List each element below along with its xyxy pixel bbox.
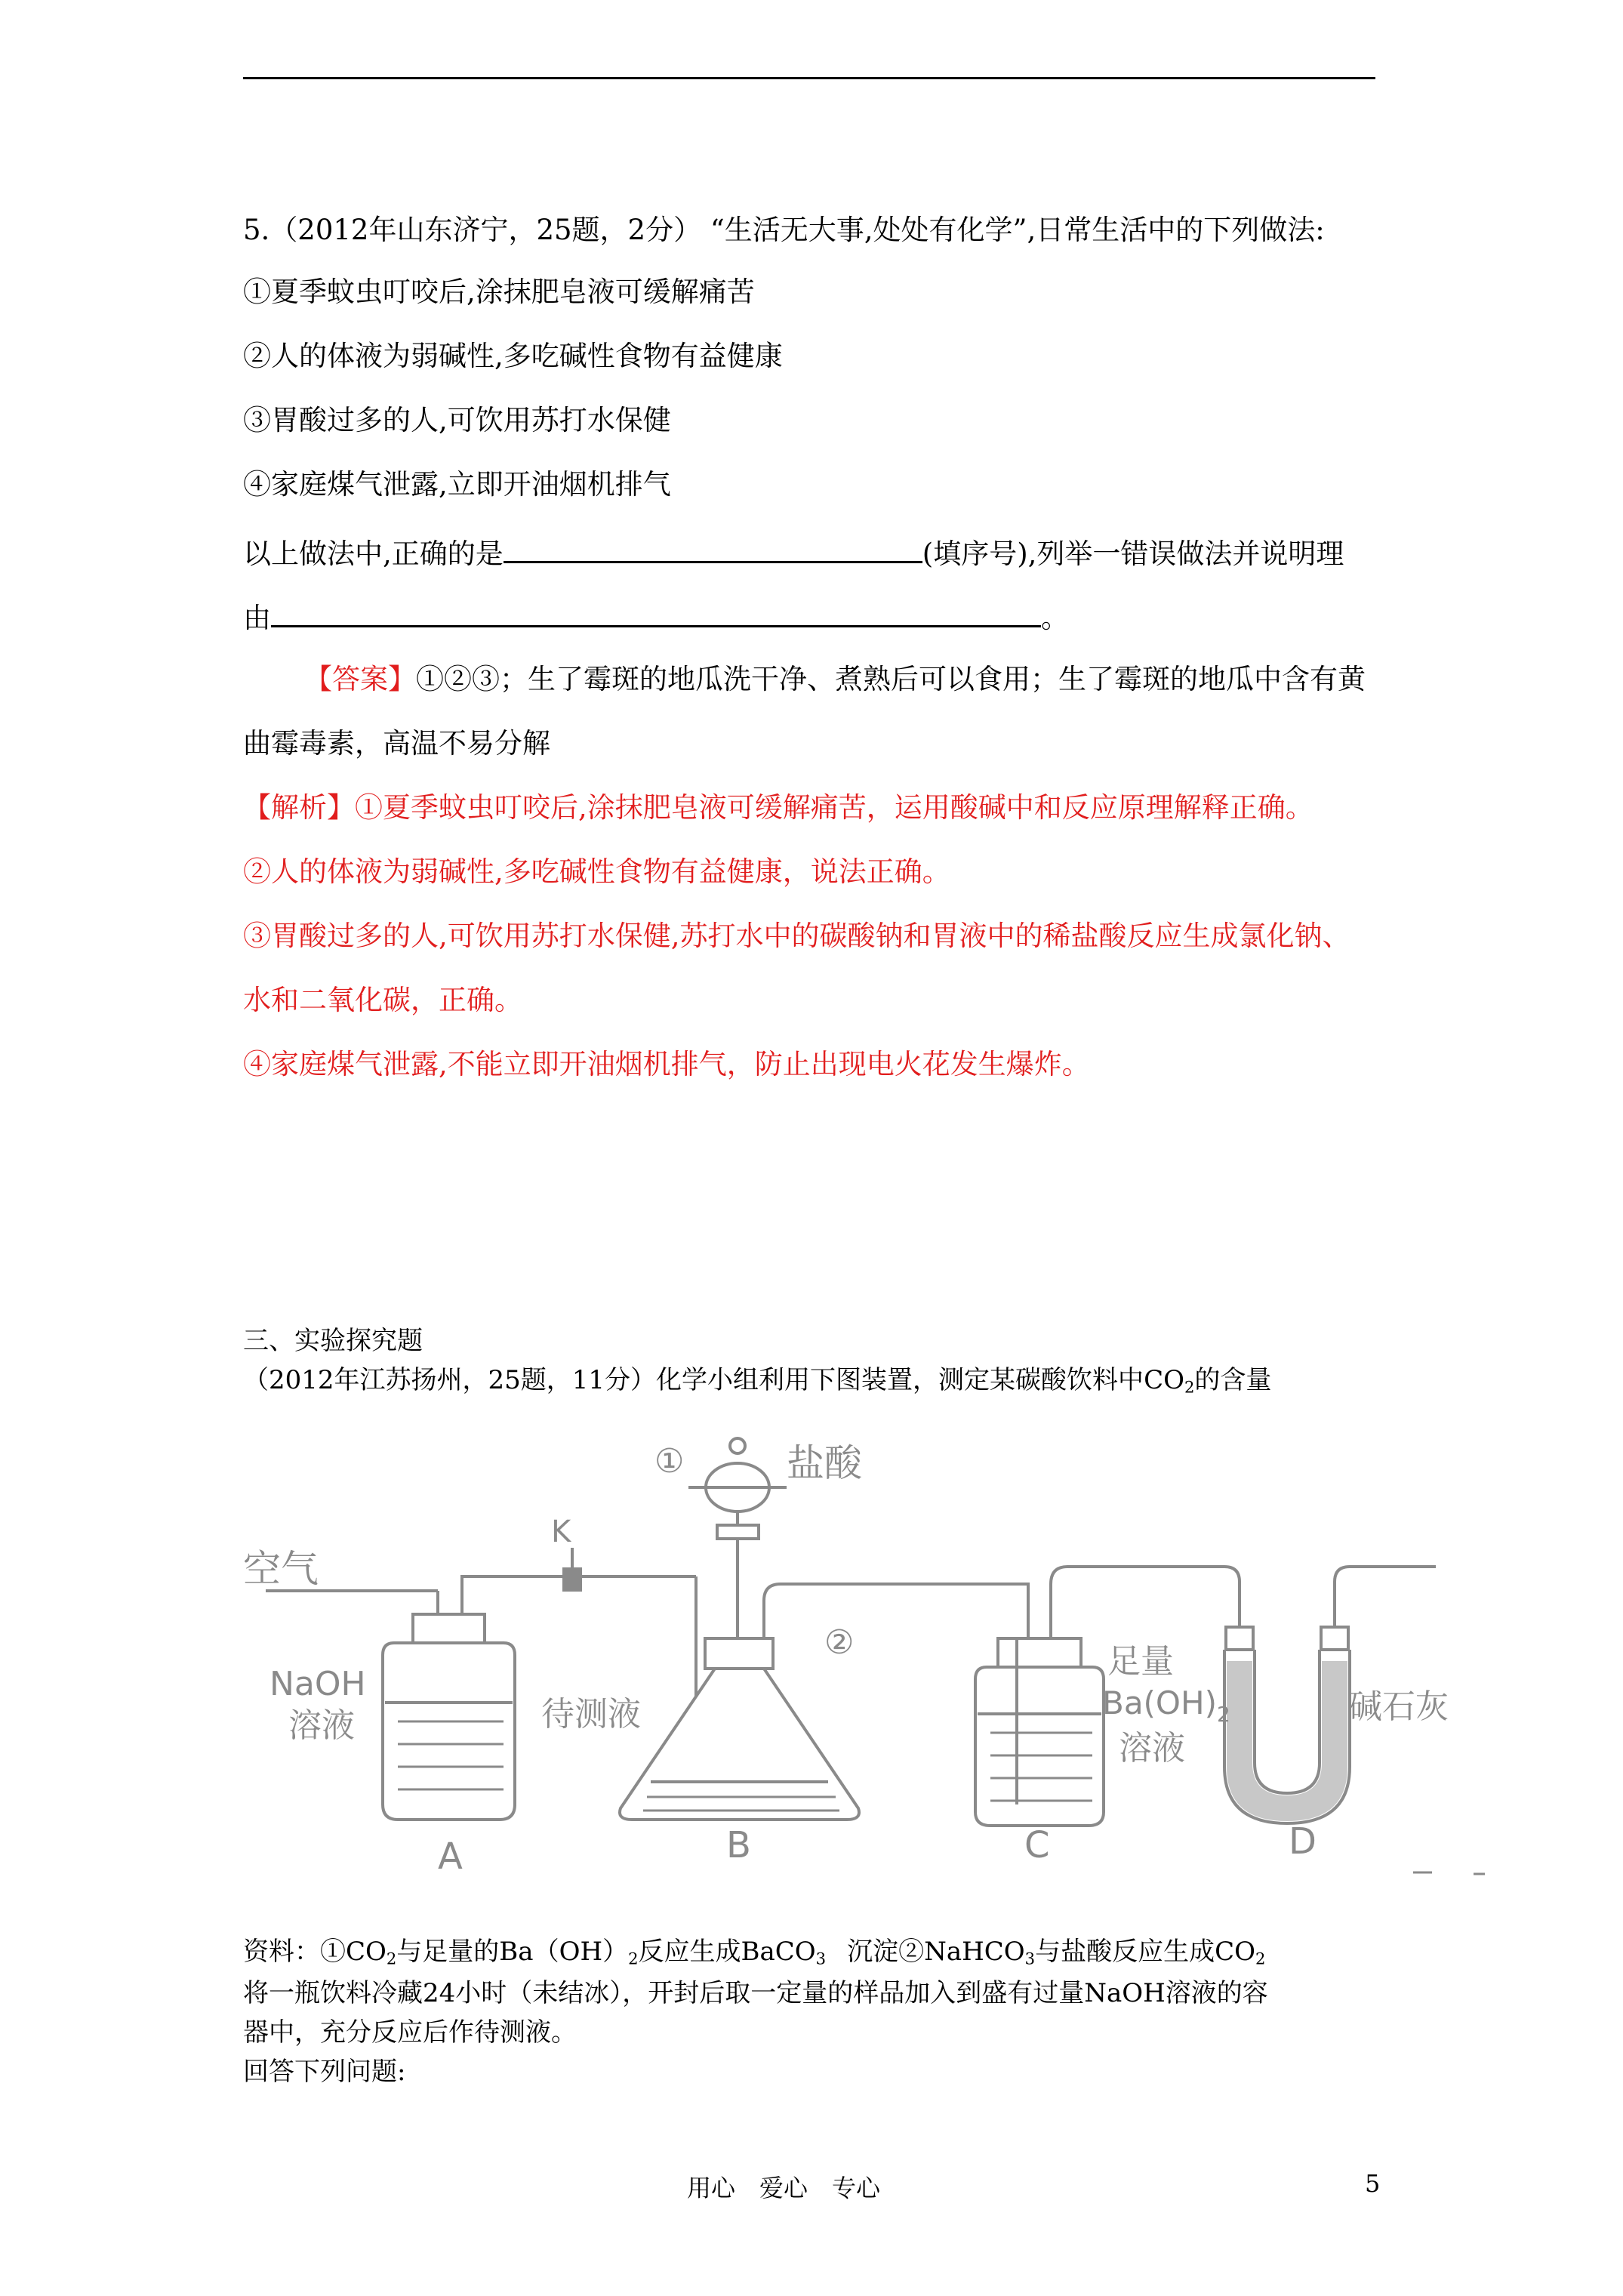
section-intro-suffix: 的含量 [1194,1365,1272,1395]
question-5-stem: 5.（2012年山东济宁，25题，2分） “生活无大事,处处有化学”,日常生活中的下列做法: [243,214,1325,246]
apparatus-diagram [243,1412,1496,1895]
header-rule [243,77,1375,79]
info-p1: 资料：①CO [243,1937,387,1967]
section-intro-co2-sub: 2 [1184,1377,1195,1397]
info-line-2: 将一瓶饮料冷藏24小时（未结冰），开封后取一定量的样品加入到盛有过量NaOH溶液的容 [243,1978,1268,2008]
label-c: C [1024,1824,1050,1866]
q5-reason-label: 由 [243,602,271,634]
label-baoh: $Ba(OH)_2$ [1102,1684,1230,1727]
analysis-line-1: 【解析】①夏季蚊虫叮咬后,涂抹肥皂液可缓解痛苦，运用酸碱中和反应原理解释正确。 [243,791,1313,824]
tube-b-to-c [764,1584,1028,1642]
info-p3: 反应生成BaCO [638,1937,816,1967]
q5-answer-line-1 [304,663,1366,696]
answer-blank-reason[interactable] [271,598,1041,627]
bottle-a-stopper [413,1614,485,1643]
tube-c-to-d [1051,1567,1240,1638]
label-soda-lime: 碱石灰 [1349,1687,1449,1726]
section-intro-co2: CO [1144,1365,1184,1395]
answer-tag: 【答案】 [304,663,416,695]
section-intro-prefix: （2012年江苏扬州，25题，11分）化学小组利用下图装置，测定某碳酸饮料中 [243,1365,1144,1395]
soda-lime-fill [1227,1661,1347,1821]
q5-option-2: ②人的体液为弱碱性,多吃碱性食物有益健康 [243,340,783,372]
label-flask-num: ② [824,1623,855,1662]
answer-text-1: ①②③；生了霉斑的地瓜洗干净、煮熟后可以食用；生了霉斑的地瓜中含有黄 [416,663,1366,695]
q5-prompt-before: 以上做法中,正确的是 [243,538,504,570]
section-intro [243,1365,1271,1402]
q5-option-4: ④家庭煤气泄露,立即开油烟机排气 [243,468,671,501]
u-tube-right-stopper [1321,1627,1348,1650]
funnel-tap [717,1525,759,1539]
q5-prompt-line [243,534,1344,571]
info-p1-sub: 2 [386,1949,397,1968]
info-p4: 沉淀②NaHCO [847,1937,1025,1967]
u-tube-left-stopper [1226,1627,1253,1650]
analysis-line-2: ②人的体液为弱碱性,多吃碱性食物有益健康，说法正确。 [243,855,950,888]
footer-motto: 用心 爱心 专心 [687,2174,881,2202]
label-a: A [438,1835,463,1878]
q5-prompt-after: (填序号),列举一错误做法并说明理 [922,538,1344,570]
q5-reason-end: 。 [1041,602,1069,634]
label-naoh-1: NaOH [269,1665,366,1703]
answer-blank-correct[interactable] [504,534,922,563]
label-b: B [726,1824,751,1866]
q5-reason-line [243,598,1069,635]
label-k: K [551,1515,571,1549]
analysis-line-3: ③胃酸过多的人,可饮用苏打水保健,苏打水中的碳酸钠和胃液中的稀盐酸反应生成氯化钠、 [243,920,1350,952]
q5-option-1: ①夏季蚊虫叮咬后,涂抹肥皂液可缓解痛苦 [243,276,755,308]
clamp-k [564,1569,581,1590]
info-p5: 与盐酸反应生成CO [1035,1937,1255,1967]
info-p4-sub: 3 [1024,1949,1036,1968]
label-d: D [1289,1820,1317,1863]
info-p5-sub: 2 [1255,1949,1266,1968]
page-number: 5 [1365,2169,1381,2198]
info-line-3: 器中，充分反应后作待测液。 [243,2017,577,2048]
flask-b-stopper [705,1638,773,1669]
label-baoh-solution: 溶液 [1119,1729,1185,1767]
info-line-4: 回答下列问题: [243,2057,406,2087]
info-p2: 与足量的Ba（OH） [396,1937,629,1967]
q5-option-3: ③胃酸过多的人,可饮用苏打水保健 [243,404,671,436]
label-naoh-2: 溶液 [288,1706,355,1745]
analysis-line-4: 水和二氧化碳，正确。 [243,984,522,1016]
bottle-a [383,1643,515,1820]
label-hcl: 盐酸 [787,1441,862,1485]
label-sufficient: 足量 [1107,1642,1174,1681]
info-p2-sub: 2 [628,1949,639,1968]
info-line-1 [243,1937,1265,1974]
q5-answer-line-2: 曲霉毒素，高温不易分解 [243,727,550,760]
u-tube-inner [1255,1650,1320,1793]
u-tube-outlet [1335,1567,1436,1627]
label-air: 空气 [243,1547,319,1591]
label-funnel-num: ① [654,1442,685,1481]
funnel-stopper [730,1438,745,1453]
label-test-liquid: 待测液 [541,1695,641,1734]
info-p3-sub: 3 [815,1949,827,1968]
section-title: 三、实验探究题 [243,1326,423,1356]
analysis-line-5: ④家庭煤气泄露,不能立即开油烟机排气，防止出现电火花发生爆炸。 [243,1048,1090,1080]
bottle-c-stopper [998,1638,1081,1667]
